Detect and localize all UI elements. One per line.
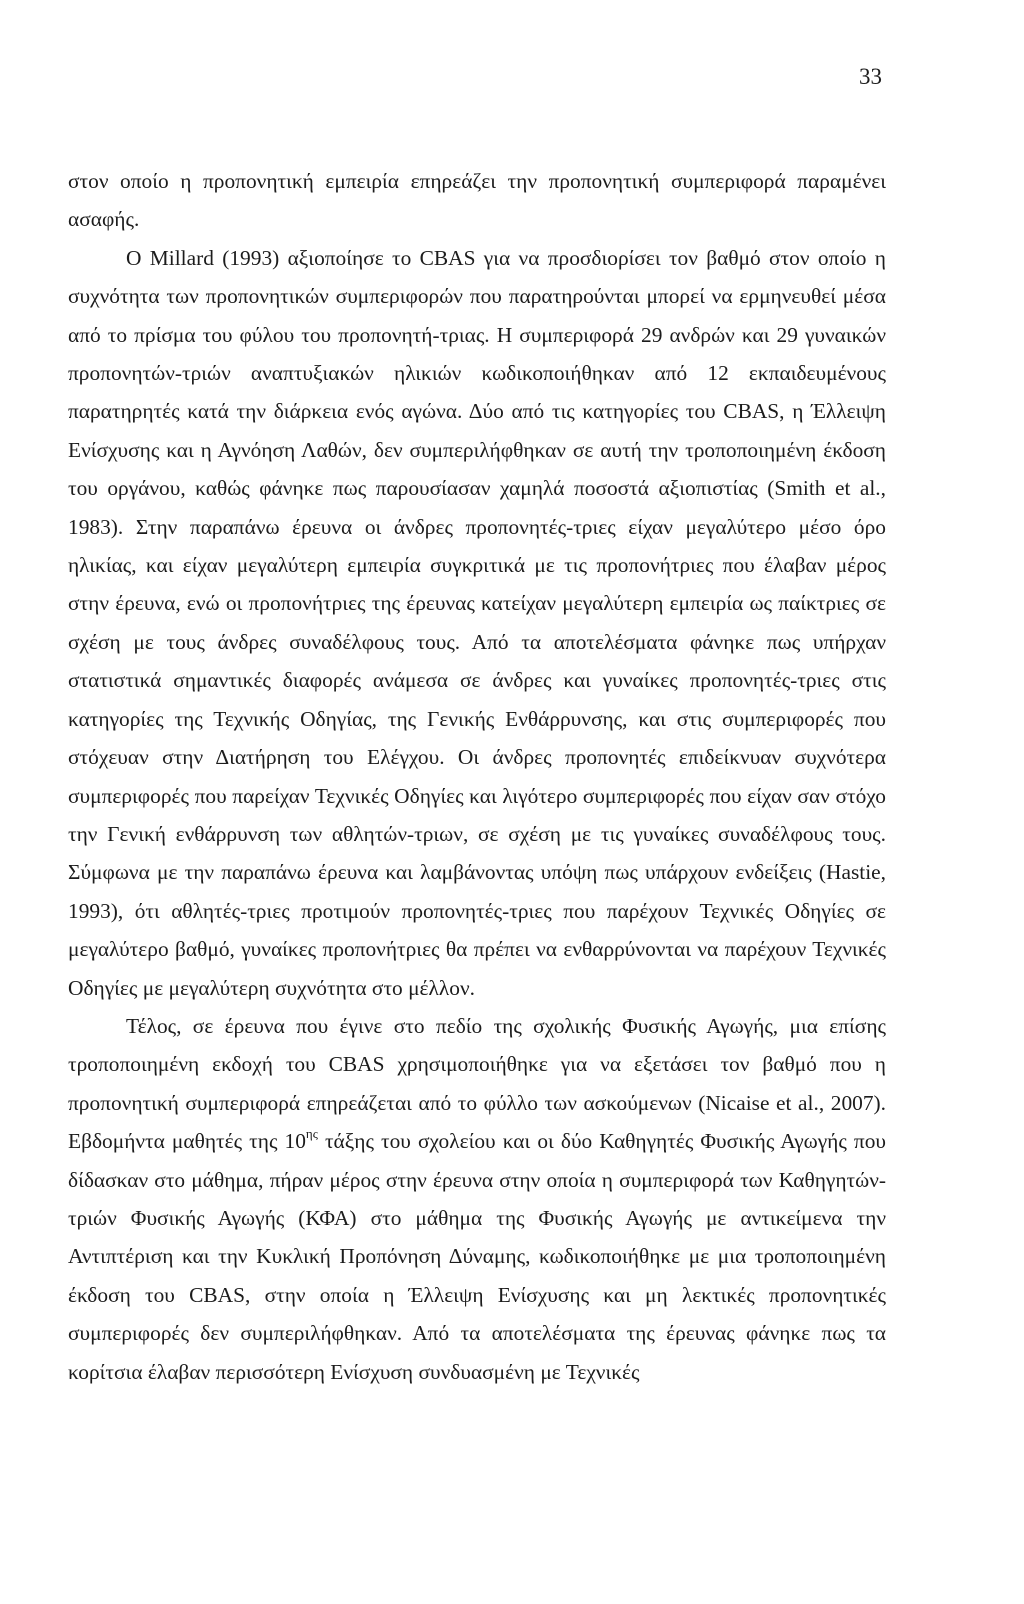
- body-text: [68, 162, 886, 1391]
- paragraph-text-after: τάξης του σχολείου και οι δύο Καθηγητές Φυσικής Αγωγής που δίδασκαν στο μάθημα, πήραν μέρος στην έρευνα στην οποία η συμπεριφορά των Καθηγητών-τριών Φυσικής Αγωγής (ΚΦΑ) στο μάθημα της Φυσικής Αγωγής με αντικείμενα την Αντιπτέριση και την Κυκλική Προπόνηση Δύναμης, κωδικοποιήθηκε με μια τροποποιημένη έκδοση του CBAS, στην οποία η Έλλειψη Ενίσχυσης και μη λεκτικές προπονητικές συμπεριφορές δεν συμπεριλήφθηκαν. Από τα αποτελέσματα της έρευνας φάνηκε πως τα κορίτσια έλαβαν περισσότερη Ενίσχυση συνδυασμένη με Τεχνικές: [68, 1129, 886, 1384]
- page-number: 33: [859, 64, 882, 89]
- ordinal-superscript: ης: [305, 1126, 318, 1142]
- paragraph-text-before: Τέλος, σε έρευνα που έγινε στο πεδίο της σχολικής Φυσικής Αγωγής, μια επίσης τροποποιημένη εκδοχή του CBAS χρησιμοποιήθηκε για να εξετάσει τον βαθμό που η προπονητική συμπεριφορά επηρεάζεται από το φύλλο των ασκούμενων (Nicaise et al., 2007). Εβδομήντα μαθητές της 10: [68, 1013, 886, 1154]
- paragraph-nicaise-study: [68, 1007, 886, 1391]
- paragraph-millard-study: Ο Millard (1993) αξιοποίησε το CBAS για να προσδιορίσει τον βαθμό στον οποίο η συχνότητα των προπονητικών συμπεριφορών που παρατηρούνται μπορεί να ερμηνευθεί μέσα από το πρίσμα του φύλου του προπονητή-τριας. Η συμπεριφορά 29 ανδρών και 29 γυναικών προπονητών-τριών αναπτυξιακών ηλικιών κωδικοποιήθηκαν από 12 εκπαιδευμένους παρατηρητές κατά την διάρκεια ενός αγώνα. Δύο από τις κατηγορίες του CBAS, η Έλλειψη Ενίσχυσης και η Αγνόηση Λαθών, δεν συμπεριλήφθηκαν σε αυτή την τροποποιημένη έκδοση του οργάνου, καθώς φάνηκε πως παρουσίασαν χαμηλά ποσοστά αξιοπιστίας (Smith et al., 1983). Στην παραπάνω έρευνα οι άνδρες προπονητές-τριες είχαν μεγαλύτερο μέσο όρο ηλικίας, και είχαν μεγαλύτερη εμπειρία συγκριτικά με τις προπονήτριες που έλαβαν μέρος στην έρευνα, ενώ οι προπονήτριες της έρευνας κατείχαν μεγαλύτερη εμπειρία ως παίκτριες σε σχέση με τους άνδρες συναδέλφους τους. Από τα αποτελέσματα φάνηκε πως υπήρχαν στατιστικά σημαντικές διαφορές ανάμεσα σε άνδρες και γυναίκες προπονητές-τριες στις κατηγορίες της Τεχνικής Οδηγίας, της Γενικής Ενθάρρυνσης, και στις συμπεριφορές που στόχευαν στην Διατήρηση του Ελέγχου. Οι άνδρες προπονητές επιδείκνυαν συχνότερα συμπεριφορές που παρείχαν Τεχνικές Οδηγίες και λιγότερο συμπεριφορές που είχαν σαν στόχο την Γενική ενθάρρυνση των αθλητών-τριων, σε σχέση με τις γυναίκες συναδέλφους τους. Σύμφωνα με την παραπάνω έρευνα και λαμβάνοντας υπόψη πως υπάρχουν ενδείξεις (Hastie, 1993), ότι αθλητές-τριες προτιμούν προπονητές-τριες που παρέχουν Τεχνικές Οδηγίες σε μεγαλύτερο βαθμό, γυναίκες προπονήτριες θα πρέπει να ενθαρρύνονται να παρέχουν Τεχνικές Οδηγίες με μεγαλύτερη συχνότητα στο μέλλον.: [68, 245, 886, 1000]
- paragraph-continuation: στον οποίο η προπονητική εμπειρία επηρεάζει την προπονητική συμπεριφορά παραμένει ασαφής.: [68, 169, 886, 232]
